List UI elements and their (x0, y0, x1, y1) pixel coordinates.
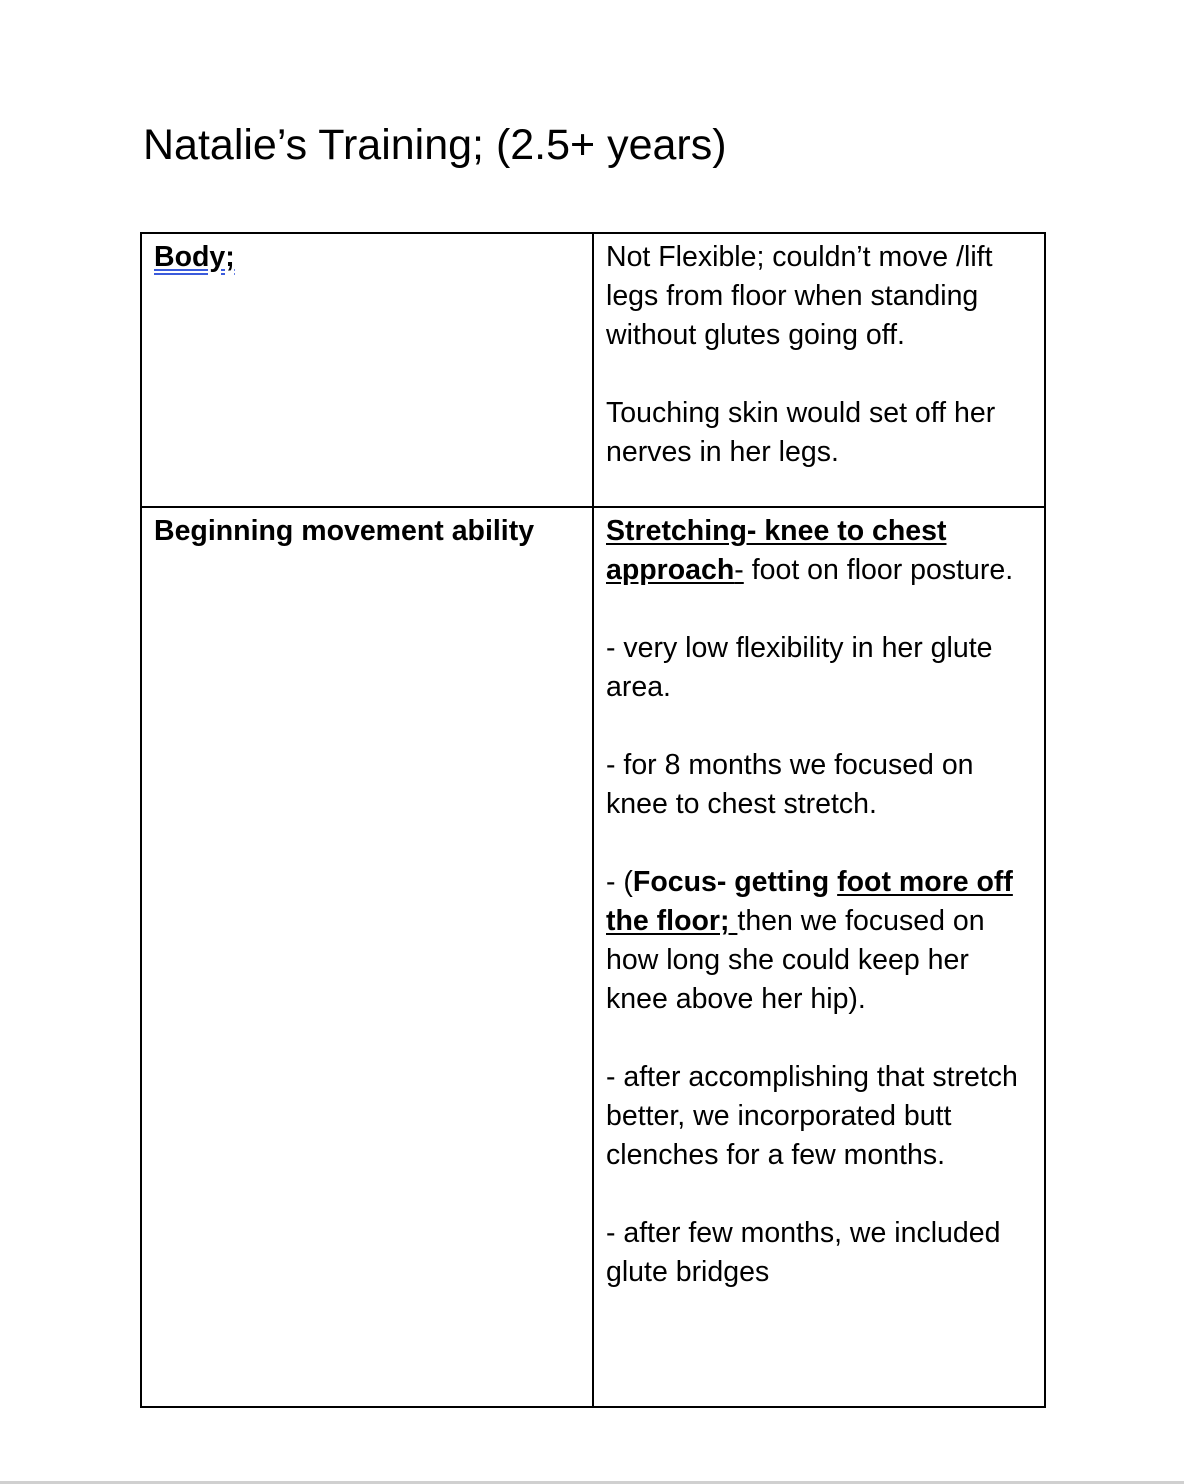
focus-text: then we focused on how long she could keep her knee above her hip). (606, 905, 985, 1015)
table-row-body (141, 233, 1045, 507)
stretching-heading: Stretching- knee to chest approach (606, 515, 947, 586)
training-table (140, 232, 1046, 1408)
focus-paragraph (606, 863, 1034, 1019)
body-paragraph-2: Touching skin would set off her nerves in her legs. (606, 397, 996, 468)
stretching-paragraph (606, 512, 1034, 590)
focus-bold-underline: foot more off the floor; (606, 866, 1013, 937)
bullet-glute-bridges: - after few months, we included glute bridges (606, 1217, 1001, 1288)
label-cell-body (141, 233, 593, 507)
table-row-movement (141, 507, 1045, 1407)
value-cell-movement (593, 507, 1045, 1407)
document-title: Natalie’s Training; (2.5+ years) (143, 121, 727, 169)
bullet-eight-months: - for 8 months we focused on knee to chest stretch. (606, 749, 974, 820)
bullet-glute-flexibility: - very low flexibility in her glute area. (606, 632, 993, 703)
stretching-text: foot on floor posture. (743, 554, 1014, 586)
row-label-body: Body; (154, 241, 235, 273)
label-cell-movement (141, 507, 593, 1407)
focus-bold: Focus- getting (632, 866, 838, 898)
row-label-movement: Beginning movement ability (154, 515, 535, 547)
body-paragraph-1: Not Flexible; couldn’t move /lift legs from floor when standing without glutes going off. (606, 241, 993, 351)
focus-prefix: - ( (606, 866, 633, 898)
value-cell-body (593, 233, 1045, 507)
bullet-butt-clenches: - after accomplishing that stretch better, we incorporated butt clenches for a few months. (606, 1061, 1018, 1171)
stretching-heading-dash: - (734, 554, 744, 586)
